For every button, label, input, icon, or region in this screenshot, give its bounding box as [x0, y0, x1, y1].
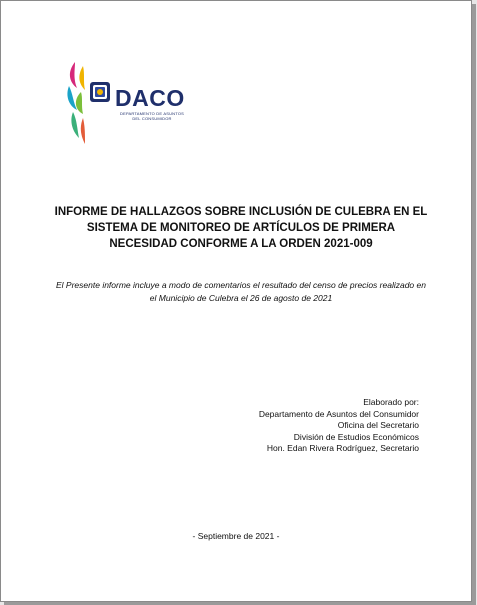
credits-line: Elaborado por:	[363, 397, 419, 407]
description-line: el Municipio de Culebra el 26 de agosto de 2021	[149, 293, 333, 303]
title-line: SISTEMA DE MONITOREO DE ARTÍCULOS DE PRIMERA	[86, 222, 396, 234]
report-title	[41, 204, 441, 252]
credits-line: Departamento de Asuntos del Consumidor	[258, 408, 419, 419]
report-description	[41, 279, 441, 305]
credits-line: Hon. Edan Rivera Rodríguez, Secretario	[266, 443, 419, 453]
logo-subtitle-line: DEL CONSUMIDOR	[132, 116, 172, 121]
logo-subtitle	[117, 111, 187, 121]
title-line: NECESIDAD CONFORME A LA ORDEN 2021-009	[109, 238, 373, 250]
description-line: El Presente informe incluye a modo de comentarios el resultado del censo de precios realizado en	[56, 280, 426, 290]
logo-subtitle-line: DEPARTAMENTO DE ASUNTOS	[119, 111, 185, 116]
credits-line: Oficina del Secretario	[337, 420, 419, 430]
credits-block	[159, 397, 419, 455]
report-date: - Septiembre de 2021 -	[192, 531, 280, 541]
logo-wordmark: DACO	[115, 85, 185, 111]
title-line: INFORME DE HALLAZGOS SOBRE INCLUSIÓN DE CULEBRA EN EL	[54, 206, 428, 218]
credits-line: División de Estudios Económicos	[293, 431, 419, 442]
